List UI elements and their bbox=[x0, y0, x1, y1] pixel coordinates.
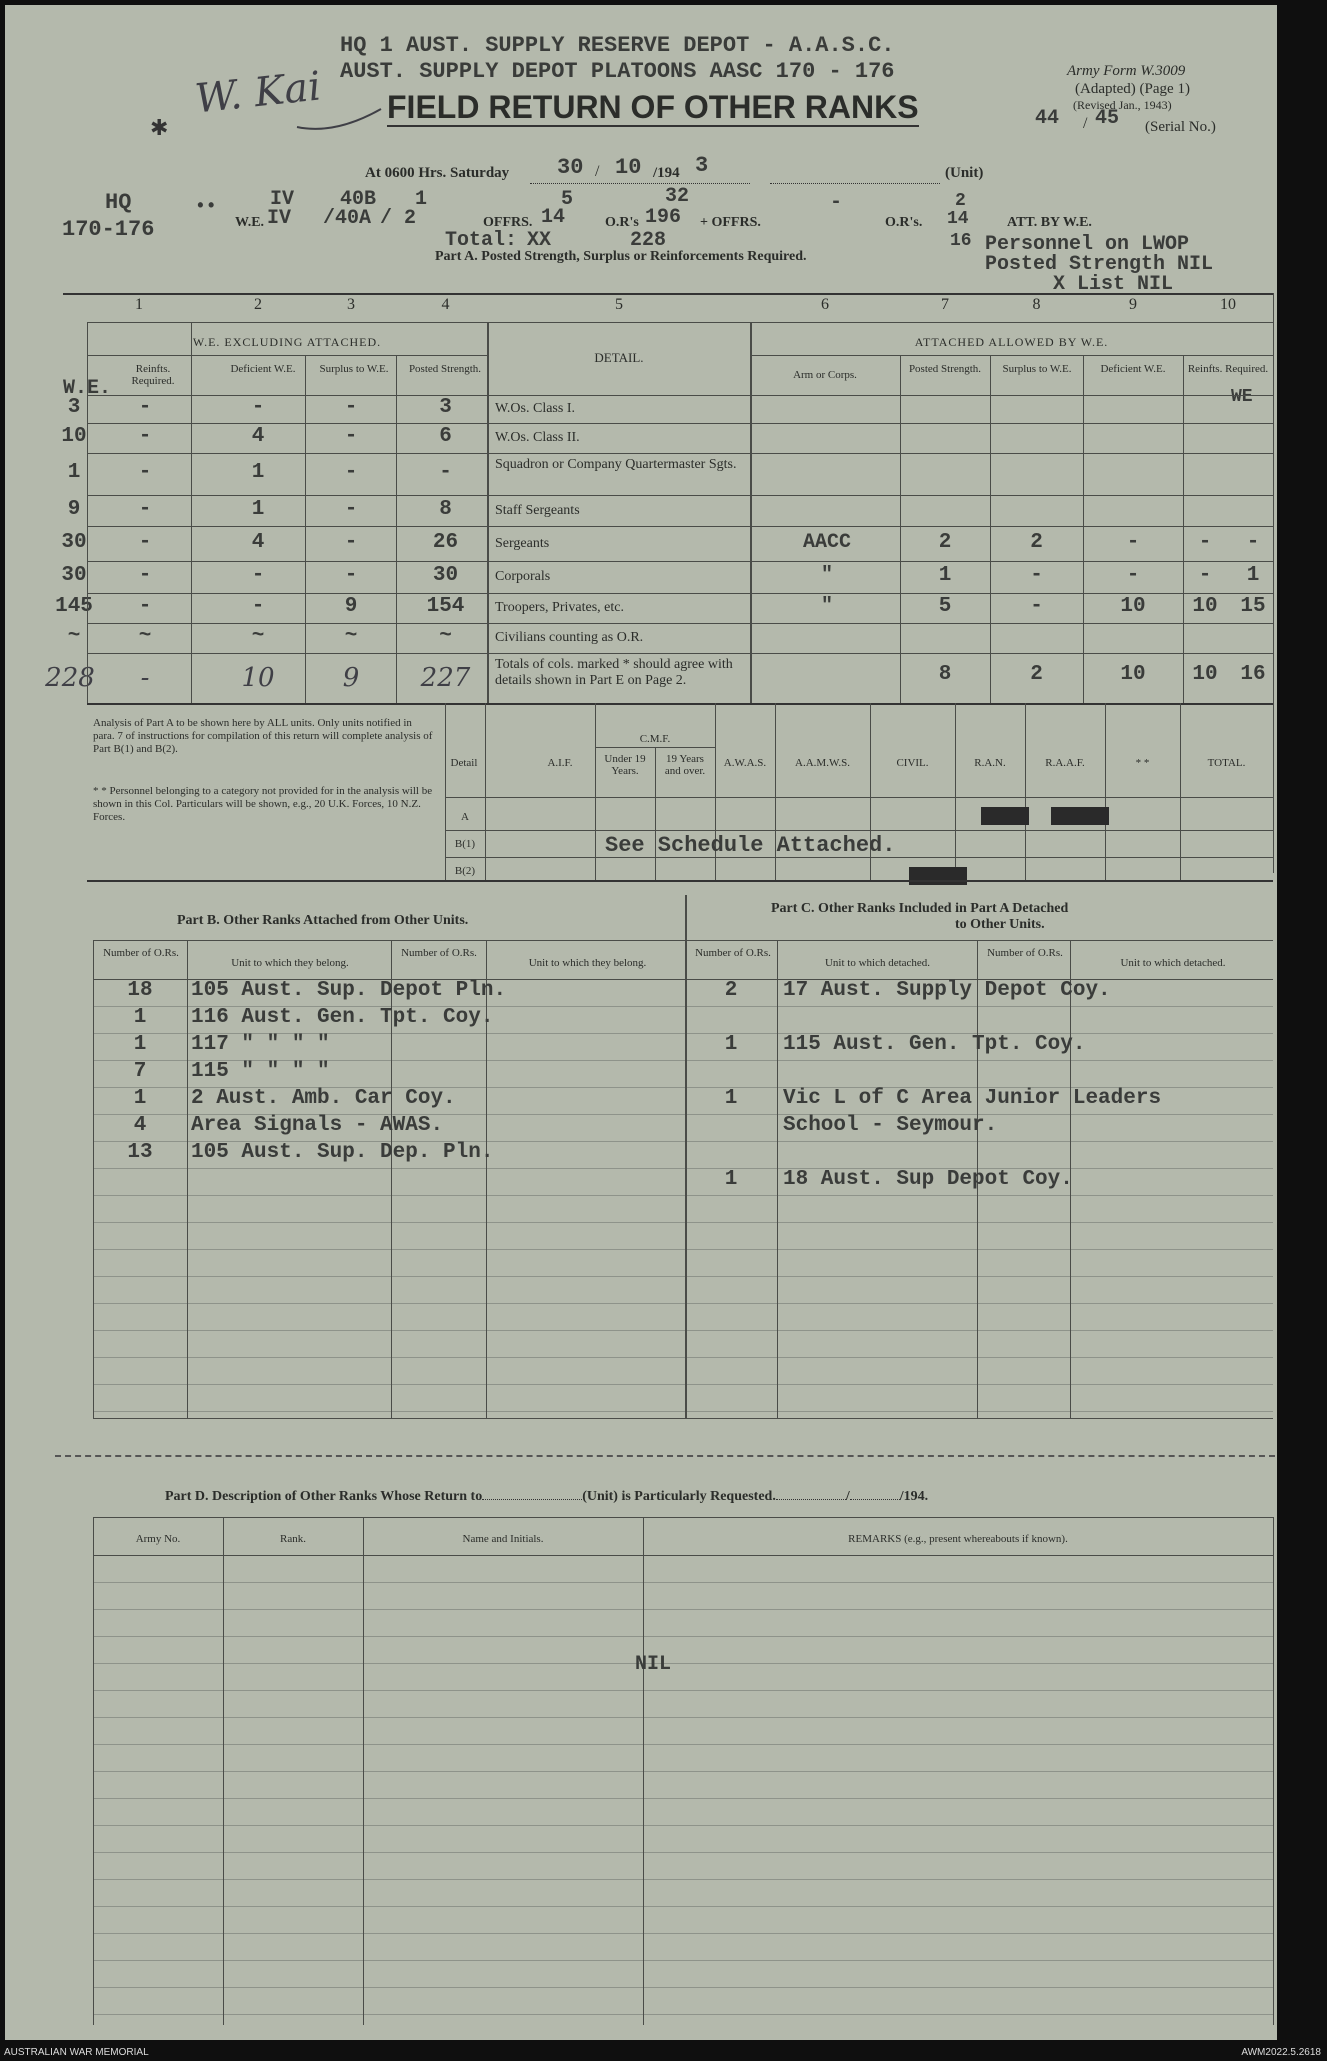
part-a-cell-c3: - bbox=[344, 497, 358, 521]
part-d-title-d: /194. bbox=[899, 1489, 929, 1504]
lwop-note-2: Posted Strength NIL bbox=[985, 253, 1214, 276]
part-a-cell-c1: - bbox=[138, 595, 152, 618]
partc-unit-header-2: Unit to which detached. bbox=[1120, 957, 1226, 969]
part-b-count: 4 bbox=[133, 1114, 147, 1137]
colnum-2: 2 bbox=[254, 296, 262, 313]
part-c-count: 1 bbox=[724, 1087, 738, 1110]
see-schedule-attached: See Schedule Attached. bbox=[605, 833, 896, 858]
part-a-cell-c2: - bbox=[251, 564, 265, 587]
analysis-civil: CIVIL. bbox=[896, 757, 929, 769]
attached-offrs: - bbox=[830, 191, 843, 214]
analysis-other: * * bbox=[1135, 757, 1150, 769]
part-a-detail: Sergeants bbox=[495, 535, 550, 551]
part-a-cell-c3: 9 bbox=[344, 595, 358, 618]
part-c-unit: 115 Aust. Gen. Tpt. Coy. bbox=[783, 1033, 1086, 1056]
part-a-cell-c2: 4 bbox=[251, 425, 265, 448]
analysis-aamws: A.A.M.W.S. bbox=[795, 757, 850, 769]
partd-header-rank: Rank. bbox=[280, 1533, 306, 1545]
analysis-over-19: 19 Years and over. bbox=[664, 753, 706, 777]
colnum-4: 4 bbox=[441, 296, 450, 313]
date-slash: / bbox=[595, 163, 600, 180]
analysis-row-b2: B(2) bbox=[454, 865, 476, 877]
part-a-detail: Squadron or Company Quartermaster Sgts. bbox=[495, 457, 737, 472]
colnum-6: 6 bbox=[821, 296, 829, 313]
analysis-note-2: * * Personnel belonging to a category not provided for in the analysis will be shown in this Col. Particulars will be shown, e.g., 20 U.K. Forces, 10 N.Z. Forces. bbox=[93, 785, 433, 823]
partb-unit-header-2: Unit to which they belong. bbox=[528, 957, 647, 969]
partb-unit-header-1: Unit to which they belong. bbox=[231, 957, 349, 969]
part-a-totals-detail: Totals of cols. marked * should agree with details shown in Part E on Page 2. bbox=[495, 657, 733, 688]
analysis-row-b1: B(1) bbox=[454, 838, 476, 850]
part-a-cell-c8: - bbox=[1030, 595, 1043, 618]
part-d-title-c: / bbox=[845, 1489, 850, 1504]
analysis-note-1: Analysis of Part A to be shown here by ALL units. Only units notified in para. 7 of instructions for compilation of this return will complete analysis of Part B(1) and B(2). bbox=[93, 717, 433, 755]
part-a-cell-c2: 1 bbox=[251, 461, 265, 484]
part-a-total-we: 228 bbox=[45, 663, 95, 693]
part-a-cell-c10: 10 bbox=[1192, 595, 1218, 618]
part-a-cell-we: 30 bbox=[61, 564, 87, 587]
total-or: 228 bbox=[630, 229, 667, 252]
part-a-cell-arm: AACC bbox=[802, 530, 851, 554]
analysis-awas: A.W.A.S. bbox=[723, 757, 767, 769]
part-a-cell-extra: - bbox=[1246, 530, 1260, 554]
part-b-count: 7 bbox=[133, 1060, 147, 1083]
header-posted: Posted Strength. bbox=[408, 363, 482, 375]
analysis-detail: Detail bbox=[450, 757, 478, 769]
ditto-mark: •• bbox=[195, 197, 217, 217]
part-a-total-c1: - bbox=[140, 663, 150, 693]
part-a-cell-c2: ~ bbox=[251, 625, 265, 648]
part-a-cell-c1: - bbox=[138, 497, 152, 521]
part-a-cell-c3: - bbox=[344, 425, 358, 448]
part-a-cell-c3: - bbox=[344, 564, 358, 587]
part-a-cell-c1: ~ bbox=[138, 625, 152, 648]
serial-number: 45 bbox=[1095, 107, 1120, 130]
part-b-count: 18 bbox=[127, 979, 153, 1002]
unit-label: (Unit) bbox=[945, 165, 984, 181]
part-a-total-c3: 9 bbox=[342, 663, 360, 693]
partc-num-header-2: Number of O.Rs. bbox=[987, 947, 1063, 959]
part-b-unit: 117 " " " " bbox=[191, 1033, 330, 1056]
part-a-cell-we: 30 bbox=[61, 530, 87, 554]
part-b-unit: 116 Aust. Gen. Tpt. Coy. bbox=[191, 1006, 494, 1029]
part-a-cell-c1: - bbox=[138, 530, 152, 554]
part-a-cell-c7: 5 bbox=[938, 595, 952, 618]
footer-right: AWM2022.5.2618 bbox=[1241, 2047, 1321, 2058]
part-b-title: Part B. Other Ranks Attached from Other Units. bbox=[177, 913, 469, 928]
we-top-1: IV bbox=[270, 188, 295, 211]
header-reinfts: Reinfts. Required. bbox=[131, 363, 175, 387]
detail-header: DETAIL. bbox=[594, 350, 644, 365]
hq-code: HQ bbox=[105, 190, 132, 215]
part-a-detail: Corporals bbox=[495, 569, 551, 584]
analysis-cmf: C.M.F. bbox=[639, 733, 671, 745]
part-a-total-c7: 8 bbox=[938, 663, 952, 686]
part-c-unit: Vic L of C Area Junior Leaders bbox=[783, 1087, 1162, 1110]
at-hours-label: At 0600 Hrs. Saturday bbox=[365, 165, 510, 181]
we-value-1: IV bbox=[267, 207, 292, 230]
part-a-cell-c2: - bbox=[251, 396, 265, 419]
part-c-count: 1 bbox=[724, 1033, 738, 1056]
total-offrs: XX bbox=[527, 229, 552, 252]
colnum-8: 8 bbox=[1032, 296, 1041, 313]
signature-flourish bbox=[295, 105, 385, 135]
part-a-cell-c2: 1 bbox=[251, 497, 265, 521]
part-b-unit: 2 Aust. Amb. Car Coy. bbox=[191, 1087, 456, 1110]
part-a-cell-c4: 30 bbox=[432, 564, 459, 587]
or-label: O.R's bbox=[605, 215, 639, 230]
part-a-cell-c9: 10 bbox=[1120, 595, 1146, 618]
attached-or-top: 2 bbox=[955, 191, 966, 211]
part-a-cell-c8: 2 bbox=[1030, 530, 1043, 554]
colnum-5: 5 bbox=[615, 296, 623, 313]
part-a-total-extra: 16 bbox=[1240, 663, 1266, 686]
part-a-cell-c2: 4 bbox=[251, 530, 265, 554]
group-we-excluding: W.E. EXCLUDING ATTACHED. bbox=[192, 335, 382, 349]
redaction-civil bbox=[909, 867, 967, 885]
part-a-cell-c9: - bbox=[1126, 530, 1140, 554]
part-a-cell-arm: " bbox=[820, 595, 833, 618]
part-a-cell-c9: - bbox=[1126, 564, 1140, 587]
attached-total: 16 bbox=[950, 231, 972, 251]
part-a-title: Part A. Posted Strength, Surplus or Reinforcements Required. bbox=[435, 249, 807, 264]
serial-label: (Serial No.) bbox=[1145, 119, 1216, 135]
part-a-cell-we: 9 bbox=[67, 497, 81, 521]
serial-typed: 44 bbox=[1035, 107, 1060, 130]
or-top: 32 bbox=[665, 185, 690, 208]
part-a-cell-c4: 26 bbox=[432, 530, 459, 554]
unit-line-1: HQ 1 AUST. SUPPLY RESERVE DEPOT - A.A.S.C. bbox=[340, 33, 895, 58]
form-sheet bbox=[5, 5, 1277, 2040]
part-a-cell-c1: - bbox=[138, 461, 152, 484]
part-a-cell-we: ~ bbox=[67, 625, 81, 648]
archive-footer bbox=[0, 2046, 1327, 2061]
or-value: 196 bbox=[645, 206, 682, 229]
part-a-detail: Staff Sergeants bbox=[495, 502, 580, 518]
partc-unit-header-1: Unit to which detached. bbox=[824, 957, 931, 969]
part-a-cell-we: 1 bbox=[67, 461, 81, 484]
part-a-cell-c1: - bbox=[138, 396, 152, 419]
part-a-cell-c2: - bbox=[251, 595, 265, 618]
offrs-label: OFFRS. bbox=[483, 215, 533, 230]
partb-num-header-1: Number of O.Rs. bbox=[103, 947, 179, 959]
part-a-cell-c7: 1 bbox=[938, 564, 952, 587]
part-a-cell-we: 145 bbox=[55, 595, 93, 618]
part-c-title-2: to Other Units. bbox=[955, 917, 1045, 932]
part-a-cell-we: 3 bbox=[67, 396, 81, 419]
analysis-raaf: R.A.A.F. bbox=[1045, 757, 1085, 769]
offrs-top: 5 bbox=[561, 188, 574, 211]
attached-or: 14 bbox=[947, 209, 969, 229]
analysis-ran: R.A.N. bbox=[974, 757, 1006, 769]
we-label: W.E. bbox=[235, 215, 265, 230]
total-label: Total: bbox=[445, 229, 518, 252]
we-top-3: 1 bbox=[415, 188, 428, 211]
part-a-cell-c3: - bbox=[344, 530, 358, 554]
group-attached-allowed: ATTACHED ALLOWED BY W.E. bbox=[914, 335, 1109, 349]
adapted-label: (Adapted) (Page 1) bbox=[1075, 81, 1190, 97]
we-top-2: 40B bbox=[340, 188, 377, 211]
part-a-cell-c4: 6 bbox=[439, 425, 452, 448]
part-d-title-a: Part D. Description of Other Ranks Whose Return to bbox=[165, 1489, 483, 1504]
part-a-cell-c10: - bbox=[1198, 530, 1212, 554]
colnum-3: 3 bbox=[347, 296, 355, 313]
part-d-title bbox=[165, 1489, 928, 1505]
part-a-total-c9: 10 bbox=[1120, 663, 1146, 686]
signature: W. Kai bbox=[192, 63, 324, 123]
partb-num-header-2: Number of O.Rs. bbox=[401, 947, 477, 959]
part-a-cell-we: 10 bbox=[61, 425, 87, 448]
part-a-detail: Troopers, Privates, etc. bbox=[495, 600, 624, 615]
colnum-1: 1 bbox=[135, 296, 143, 313]
return-year: 3 bbox=[695, 153, 709, 178]
part-c-title-1: Part C. Other Ranks Included in Part A Detached bbox=[771, 901, 1069, 916]
lwop-note-1: Personnel on LWOP bbox=[985, 233, 1190, 256]
header-arm-corps: Arm or Corps. bbox=[793, 369, 857, 381]
return-month: 10 bbox=[615, 155, 642, 180]
part-a-cell-c4: 3 bbox=[439, 396, 452, 419]
header-att-posted: Posted Strength. bbox=[908, 363, 982, 375]
partc-num-header-1: Number of O.Rs. bbox=[695, 947, 771, 959]
serial-slash: / bbox=[1083, 115, 1088, 132]
att-by-we-label: ATT. BY W.E. bbox=[1007, 215, 1092, 230]
offrs-value: 14 bbox=[541, 206, 566, 229]
part-c-unit: 17 Aust. Supply Depot Coy. bbox=[783, 979, 1111, 1002]
part-c-unit: School - Seymour. bbox=[783, 1114, 998, 1137]
analysis-row-a: A bbox=[461, 811, 469, 823]
plus-offrs-label: + OFFRS. bbox=[700, 215, 761, 230]
part-b-unit: 105 Aust. Sup. Dep. Pln. bbox=[191, 1141, 494, 1164]
part-a-cell-c4: 154 bbox=[426, 595, 465, 618]
partd-header-army-no: Army No. bbox=[135, 1533, 181, 1545]
part-b-count: 1 bbox=[133, 1087, 147, 1110]
part-a-cell-extra: 15 bbox=[1240, 595, 1266, 618]
redaction-raaf bbox=[1051, 807, 1109, 825]
we-value-2: /40A bbox=[323, 207, 372, 230]
part-a-total-c2: 10 bbox=[241, 663, 275, 693]
footer-left: AUSTRALIAN WAR MEMORIAL bbox=[4, 2047, 149, 2058]
unit-line-2: AUST. SUPPLY DEPOT PLATOONS AASC 170 - 176 bbox=[340, 59, 895, 84]
partd-header-name: Name and Initials. bbox=[462, 1533, 544, 1545]
revised-label: (Revised Jan., 1943) bbox=[1073, 98, 1172, 112]
margin-mark: ✱ bbox=[150, 115, 169, 140]
part-b-unit: Area Signals - AWAS. bbox=[191, 1114, 444, 1137]
lwop-note-3: X List NIL bbox=[1053, 273, 1174, 296]
partd-header-remarks: REMARKS (e.g., present whereabouts if known). bbox=[848, 1533, 1068, 1545]
header-att-surplus: Surplus to W.E. bbox=[1002, 363, 1072, 375]
part-a-cell-c4: ~ bbox=[439, 625, 452, 648]
part-a-total-c4: 227 bbox=[420, 663, 471, 693]
analysis-aif: A.I.F. bbox=[547, 757, 573, 769]
part-b-unit: 105 Aust. Sup. Depot Pln. bbox=[191, 979, 507, 1002]
analysis-under-19: Under 19 Years. bbox=[604, 753, 646, 777]
part-b-count: 1 bbox=[133, 1033, 147, 1056]
colnum-9: 9 bbox=[1129, 296, 1137, 313]
analysis-total: TOTAL. bbox=[1207, 757, 1246, 769]
part-b-unit: 115 " " " " bbox=[191, 1060, 330, 1083]
part-b-count: 1 bbox=[133, 1006, 147, 1029]
part-a-cell-extra: 1 bbox=[1246, 564, 1260, 587]
part-a-total-c8: 2 bbox=[1030, 663, 1043, 686]
part-a-cell-c1: - bbox=[138, 425, 152, 448]
part-a-cell-c4: - bbox=[439, 461, 452, 484]
part-a-cell-c8: - bbox=[1030, 564, 1043, 587]
part-a-cell-c1: - bbox=[138, 564, 152, 587]
we-column-label-right: WE bbox=[1231, 387, 1253, 407]
header-att-deficient: Deficient W.E. bbox=[1100, 363, 1166, 375]
part-a-detail: W.Os. Class I. bbox=[495, 401, 575, 416]
part-a-cell-c3: ~ bbox=[344, 625, 358, 648]
army-form-number: Army Form W.3009 bbox=[1067, 63, 1186, 79]
we-column-label: W.E. bbox=[63, 377, 112, 400]
return-day: 30 bbox=[557, 155, 584, 180]
part-a-detail: Civilians counting as O.R. bbox=[495, 630, 644, 645]
part-b-count: 13 bbox=[127, 1141, 153, 1164]
part-a-cell-arm: " bbox=[820, 564, 833, 587]
redaction-ran bbox=[981, 807, 1029, 825]
form-title: FIELD RETURN OF OTHER RANKS bbox=[387, 89, 919, 125]
part-c-unit: 18 Aust. Sup Depot Coy. bbox=[783, 1168, 1073, 1191]
colnum-7: 7 bbox=[941, 296, 949, 313]
header-surplus: Surplus to W.E. bbox=[319, 363, 389, 375]
part-a-detail: W.Os. Class II. bbox=[495, 430, 580, 445]
we-value-3: / 2 bbox=[380, 207, 417, 230]
part-a-cell-c7: 2 bbox=[938, 530, 952, 554]
part-a-cell-c4: 8 bbox=[439, 497, 452, 521]
or2-label: O.R's. bbox=[885, 215, 923, 230]
part-d-nil: NIL bbox=[635, 1653, 672, 1676]
part-a-cell-c10: - bbox=[1198, 564, 1212, 587]
year-prefix: /194 bbox=[653, 165, 680, 181]
header-deficient: Deficient W.E. bbox=[230, 363, 296, 375]
part-a-cell-c3: - bbox=[344, 461, 358, 484]
colnum-10: 10 bbox=[1220, 296, 1236, 313]
part-a-total-c10: 10 bbox=[1192, 663, 1218, 686]
hq-range: 170-176 bbox=[62, 217, 155, 242]
part-d-title-b: (Unit) is Particularly Requested. bbox=[582, 1489, 776, 1504]
header-att-reinfts: Reinfts. Required. bbox=[1187, 363, 1269, 375]
part-a-cell-c3: - bbox=[344, 396, 358, 419]
part-c-count: 2 bbox=[724, 979, 738, 1002]
part-c-count: 1 bbox=[724, 1168, 738, 1191]
